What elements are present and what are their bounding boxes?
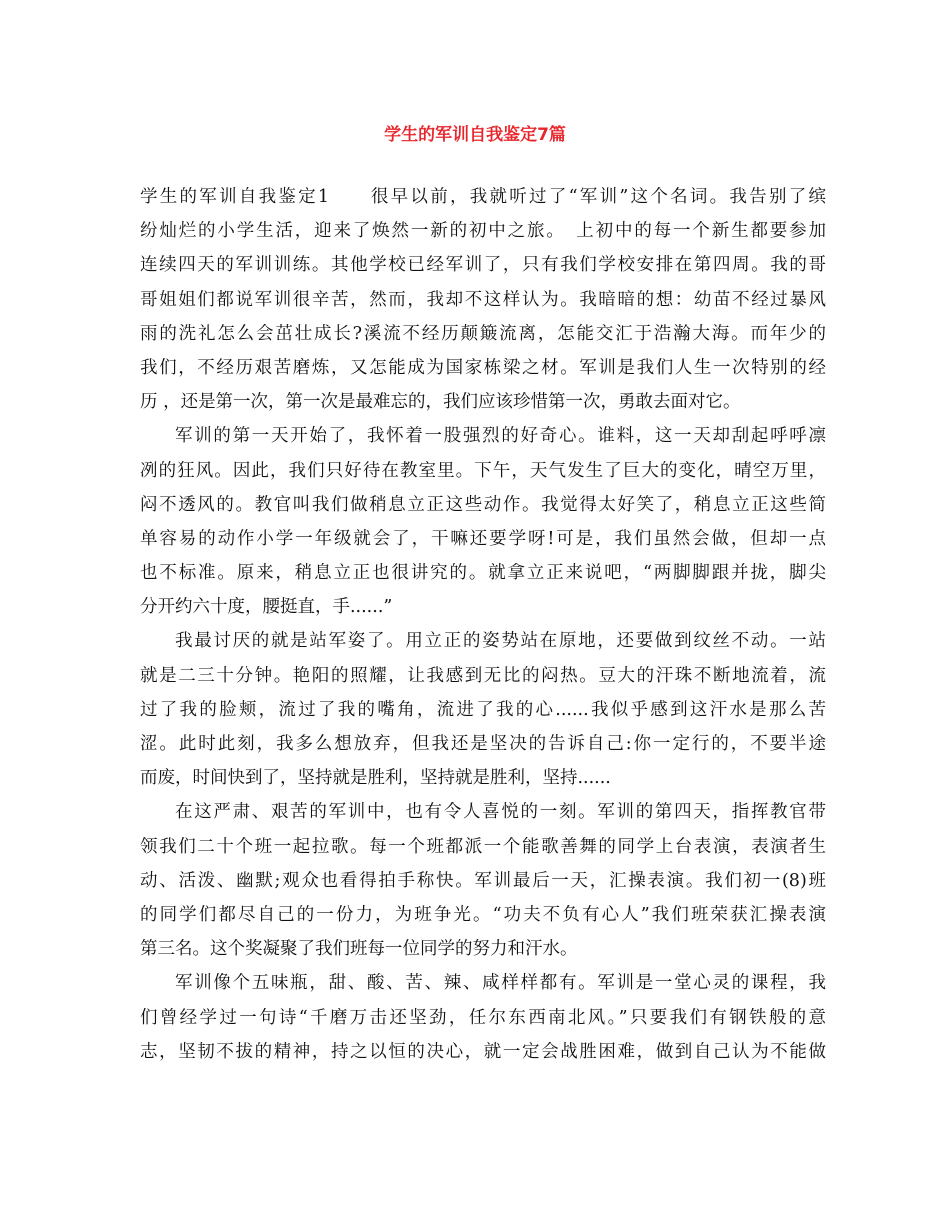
text-line: 第三名。这个奖凝聚了我们班每一位同学的努力和汗水。 <box>140 939 578 960</box>
text-line: 军训像个五味瓶，甜、酸、苦、辣、咸样样都有。军训是一堂心灵的课程，我 <box>175 973 826 994</box>
text-line: 闷不透风的。教官叫我们做稍息立正这些动作。我觉得太好笑了，稍息立正这些简 <box>140 494 826 515</box>
text-line: 就是二三十分钟。艳阳的照耀，让我感到无比的闷热。豆大的汗珠不断地流着，流 <box>140 665 826 686</box>
text-line: 们曾经学过一句诗“千磨万击还坚劲，任尔东西南北风。”只要我们有钢铁般的意 <box>140 1007 826 1028</box>
text-line: 单容易的动作小学一年级就会了，干嘛还要学呀!可是，我们虽然会做，但却一点 <box>140 528 826 549</box>
text-line: 过了我的脸颊，流过了我的嘴角，流进了我的心......我似乎感到这汗水是那么苦 <box>140 699 826 720</box>
text-line: 也不标准。原来，稍息立正也很讲究的。就拿立正来说吧，“两脚脚跟并拢，脚尖 <box>140 563 826 584</box>
text-line: 哥姐姐们都说军训很辛苦，然而，我却不这样认为。我暗暗的想：幼苗不经过暴风 <box>140 289 826 310</box>
text-line: 我们，不经历艰苦磨炼，又怎能成为国家栋梁之材。军训是我们人生一次特别的经 <box>140 357 826 378</box>
text-line: 领我们二十个班一起拉歌。每一个班都派一个能歌善舞的同学上台表演，表演者生 <box>140 836 826 857</box>
text-line: 军训的第一天开始了，我怀着一股强烈的好奇心。谁料，这一天却刮起呼呼凛 <box>175 426 826 447</box>
text-line: 的同学们都尽自己的一份力，为班争光。“功夫不负有心人”我们班荣获汇操表演 <box>140 904 826 925</box>
text-line: 而废，时间快到了，坚持就是胜利，坚持就是胜利，坚持...... <box>140 768 611 789</box>
text-line: 历 ，还是第一次，第一次是最难忘的，我们应该珍惜第一次，勇敢去面对它。 <box>140 392 741 413</box>
text-line: 涩。此时此刻，我多么想放弃，但我还是坚决的告诉自己:你一定行的，不要半途 <box>140 734 826 754</box>
text-line: 学生的军训自我鉴定1 很早以前，我就听过了“军训”这个名词。我告别了缤 <box>140 187 826 207</box>
text-line: 冽的狂风。因此，我们只好待在教室里。下午，天气发生了巨大的变化，晴空万里， <box>140 460 826 481</box>
text-line: 志，坚韧不拔的精神，持之以恒的决心，就一定会战胜困难，做到自己认为不能做 <box>140 1041 826 1062</box>
text-line: 动、活泼、幽默;观众也看得拍手称快。军训最后一天，汇操表演。我们初一(8)班 <box>140 870 826 891</box>
text-line: 分开约六十度，腰挺直，手......” <box>140 597 393 618</box>
document-title: 学生的军训自我鉴定7篇 <box>384 125 566 145</box>
text-line: 连续四天的军训训练。其他学校已经军训了，只有我们学校安排在第四周。我的哥 <box>140 255 826 276</box>
text-line: 纷灿烂的小学生活，迎来了焕然一新的初中之旅。 上初中的每一个新生都要参加 <box>140 221 826 242</box>
document-body <box>140 180 826 1069</box>
text-line: 我最讨厌的就是站军姿了。用立正的姿势站在原地，还要做到纹丝不动。一站 <box>175 631 826 652</box>
text-line: 雨的洗礼怎么会茁壮成长?溪流不经历颠簸流离，怎能交汇于浩瀚大海。而年少的 <box>140 323 826 344</box>
text-line: 在这严肃、艰苦的军训中，也有令人喜悦的一刻。军训的第四天，指挥教官带 <box>175 802 826 823</box>
